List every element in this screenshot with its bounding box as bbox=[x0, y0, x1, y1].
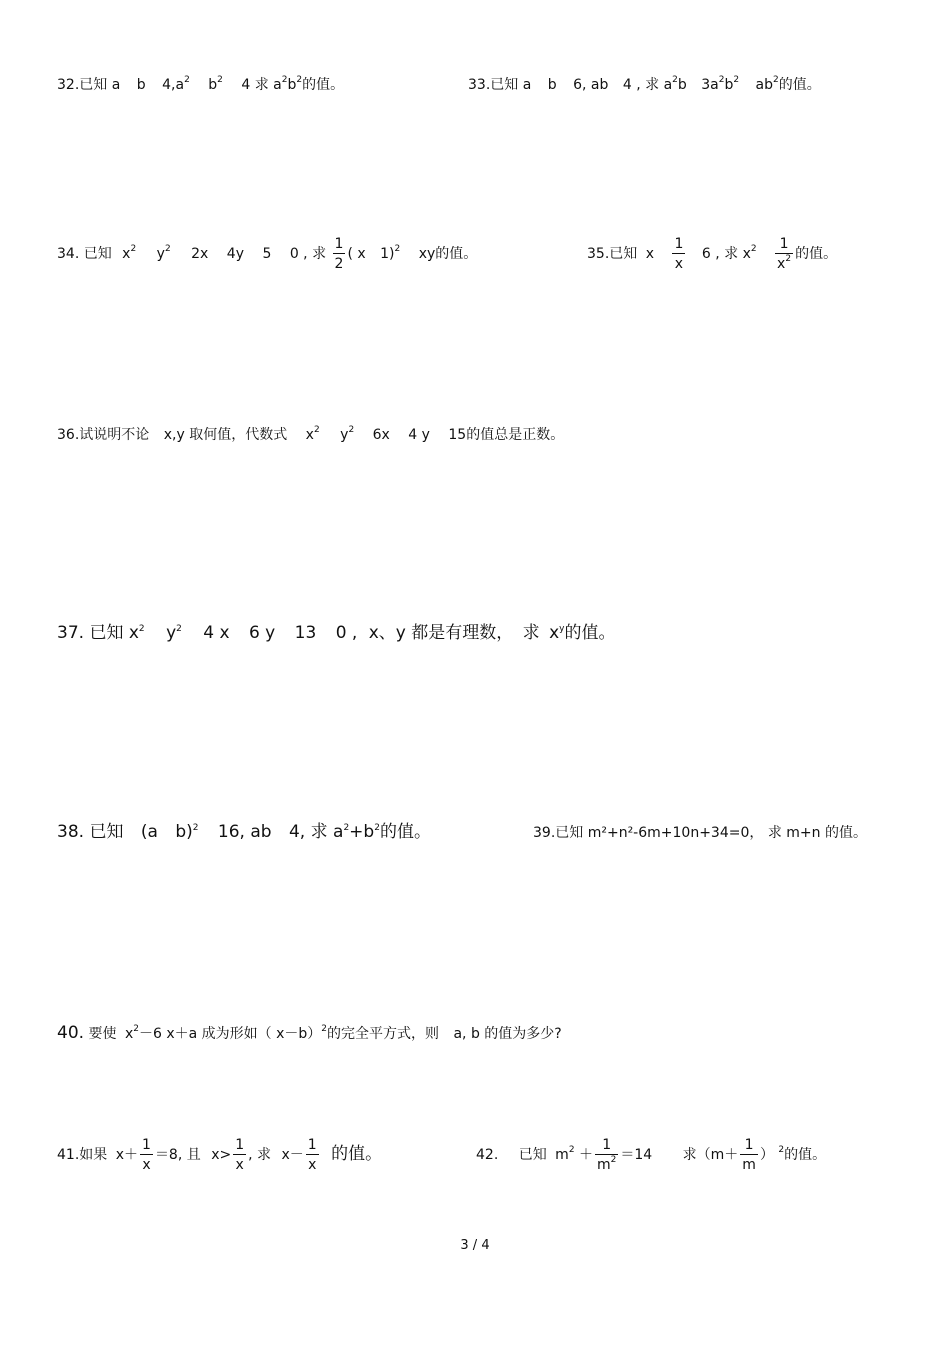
p39-text: 39.已知 m²+n²-6m+10n+34=0， 求 m+n 的值。 bbox=[533, 825, 867, 841]
p42-den2: m bbox=[742, 1157, 756, 1173]
p33-ab: ab bbox=[755, 77, 774, 93]
p33-exp: 2 bbox=[672, 75, 678, 85]
p35-fraction bbox=[672, 237, 685, 271]
p33-b3: b bbox=[724, 77, 734, 93]
p32-a: a bbox=[111, 77, 121, 93]
p41-suffix: 的值。 bbox=[331, 1144, 383, 1164]
p42-num: 1 bbox=[595, 1138, 618, 1155]
p38-a2: a bbox=[333, 822, 344, 842]
p33-exp3: 2 bbox=[733, 75, 740, 85]
p37-exp: 2 bbox=[138, 624, 145, 634]
p38-4: 4, bbox=[288, 822, 306, 842]
p40-yaoshi: 要使 bbox=[88, 1026, 117, 1042]
p42-den: m bbox=[597, 1157, 611, 1173]
p41-qiu: , 求 bbox=[248, 1147, 272, 1163]
p42-fraction bbox=[595, 1138, 618, 1172]
p42-exp: 2 bbox=[568, 1145, 575, 1155]
p42-exp2: 2 bbox=[778, 1145, 785, 1155]
p40-exp2: 2 bbox=[321, 1024, 328, 1034]
problem-35 bbox=[587, 237, 837, 271]
p35-qiu: 求 bbox=[724, 246, 739, 262]
p36-6x: 6x bbox=[372, 427, 390, 443]
p36-x: x bbox=[305, 427, 314, 443]
p40-prefix: 40. bbox=[57, 1023, 85, 1043]
problem-41 bbox=[57, 1138, 382, 1172]
p42-plus: ＋ bbox=[579, 1147, 593, 1163]
p36-mid: 取何值，代数式 bbox=[189, 427, 288, 443]
p34-1: 1) bbox=[380, 246, 395, 262]
p35-x2: x bbox=[742, 246, 751, 262]
p35-6: 6 , bbox=[701, 246, 720, 262]
problem-37 bbox=[57, 625, 615, 642]
p34-exp: 2 bbox=[130, 244, 137, 254]
p42-yizhi: 已知 bbox=[518, 1147, 547, 1163]
p33-suffix: 的值。 bbox=[778, 77, 821, 93]
p35-den: x bbox=[674, 256, 684, 272]
p33-6ab: 6, ab bbox=[573, 77, 609, 93]
p38-16: 16, ab bbox=[217, 822, 272, 842]
p38-qiu: 求 bbox=[310, 822, 328, 842]
p32-exp4: 2 bbox=[296, 75, 303, 85]
p37-6y: 6 y bbox=[248, 623, 276, 643]
p38-exp: 2 bbox=[192, 823, 199, 833]
p35-den2-wrap bbox=[775, 254, 793, 271]
p41-num2: 1 bbox=[235, 1137, 245, 1153]
p34-x: x bbox=[122, 246, 131, 262]
p32-a2: a bbox=[175, 77, 185, 93]
p37-exp-y: y bbox=[559, 624, 565, 634]
p40-exp: 2 bbox=[133, 1024, 139, 1034]
p37-x2: x bbox=[549, 623, 560, 643]
p35-x: x bbox=[645, 246, 655, 262]
p34-num: 1 bbox=[334, 236, 344, 252]
p36-15: 15 bbox=[448, 427, 467, 443]
p36-xy: x,y bbox=[163, 427, 185, 443]
p34-suffix: 的值。 bbox=[435, 246, 478, 262]
p41-fraction2 bbox=[233, 1138, 246, 1172]
p42-num2: 1 bbox=[740, 1138, 758, 1155]
p42-qiu: 求（m＋ bbox=[682, 1147, 739, 1163]
p41-fraction bbox=[140, 1138, 153, 1172]
problem-34 bbox=[57, 237, 477, 271]
problem-40 bbox=[57, 1025, 562, 1042]
p37-qiu: 求 bbox=[522, 623, 540, 643]
p32-suffix: 的值。 bbox=[302, 77, 345, 93]
p33-qiu: 求 bbox=[645, 77, 660, 93]
p41-num: 1 bbox=[142, 1137, 151, 1153]
p32-exp: 2 bbox=[184, 75, 190, 85]
problem-38 bbox=[57, 824, 431, 841]
p34-y: y bbox=[156, 246, 165, 262]
p42-eq14: ＝14 bbox=[620, 1147, 653, 1163]
p37-13: 13 bbox=[294, 623, 317, 643]
p41-xgt: x> bbox=[211, 1147, 232, 1163]
p37-mid: x、y 都是有理数， bbox=[368, 623, 514, 643]
p41-xplus: x＋ bbox=[115, 1147, 139, 1163]
p33-b: b bbox=[547, 77, 557, 93]
problem-32 bbox=[57, 75, 345, 93]
p38-b: b) bbox=[175, 822, 193, 842]
p35-den2: x bbox=[777, 256, 786, 272]
p36-exp2: 2 bbox=[348, 425, 355, 435]
p34-exp2: 2 bbox=[164, 244, 171, 254]
p32-b: b bbox=[136, 77, 146, 93]
p38-a: (a bbox=[140, 822, 158, 842]
page-number: 3 / 4 bbox=[460, 1238, 490, 1253]
p35-fraction2 bbox=[775, 237, 793, 271]
p32-a3: a bbox=[273, 77, 282, 93]
p35-den-exp: 2 bbox=[785, 254, 792, 264]
p40-suffix: a, b 的值为多少? bbox=[453, 1026, 562, 1042]
p33-4: 4 , bbox=[622, 77, 641, 93]
p38-exp3: 2 bbox=[374, 823, 380, 833]
p41-den: x bbox=[142, 1157, 151, 1173]
p42-fraction2 bbox=[740, 1138, 758, 1172]
p32-4b: 4 bbox=[241, 77, 251, 93]
p32-qiu: 求 bbox=[254, 77, 269, 93]
p33-exp2: 2 bbox=[718, 75, 725, 85]
p34-xy: xy bbox=[418, 246, 436, 262]
p36-y: y bbox=[340, 427, 349, 443]
p34-0: 0 , bbox=[289, 246, 308, 262]
p34-den: 2 bbox=[334, 256, 344, 272]
p41-den2: x bbox=[235, 1157, 244, 1173]
p34-exp3: 2 bbox=[394, 244, 401, 254]
p34-paren: ( x bbox=[347, 246, 366, 262]
p36-4y: 4 y bbox=[408, 427, 430, 443]
p40-mid2: 的完全平方式，则 bbox=[327, 1026, 440, 1042]
p33-prefix: 33.已知 bbox=[468, 77, 519, 93]
p42-prefix: 42. bbox=[476, 1147, 499, 1163]
p37-exp2: 2 bbox=[176, 624, 182, 634]
p36-exp: 2 bbox=[313, 425, 320, 435]
p33-3a: 3a bbox=[701, 77, 719, 93]
p42-m: m bbox=[555, 1147, 569, 1163]
p33-a: a bbox=[522, 77, 532, 93]
p32-exp2: 2 bbox=[217, 75, 223, 85]
p42-den-wrap bbox=[595, 1155, 618, 1172]
p41-xminus: x－ bbox=[281, 1147, 304, 1163]
p34-qiu: 求 bbox=[312, 246, 327, 262]
p32-4: 4, bbox=[162, 77, 176, 93]
p32-prefix: 32.已知 bbox=[57, 77, 108, 93]
problem-39 bbox=[533, 826, 867, 840]
p34-4y: 4y bbox=[226, 246, 244, 262]
p35-num2: 1 bbox=[775, 237, 793, 254]
problem-33 bbox=[468, 75, 821, 93]
p38-prefix: 38. 已知 bbox=[57, 822, 124, 842]
p41-eq8: ＝8, 且 bbox=[154, 1147, 201, 1163]
p40-mid: －6 x＋a 成为形如（ x－b） bbox=[138, 1026, 322, 1042]
p41-prefix: 41.如果 bbox=[57, 1147, 108, 1163]
p36-prefix: 36.试说明不论 bbox=[57, 427, 150, 443]
p33-b2: b bbox=[677, 77, 687, 93]
p40-x: x bbox=[124, 1026, 134, 1042]
p33-a2: a bbox=[663, 77, 673, 93]
p32-b2: b bbox=[208, 77, 218, 93]
p34-half-fraction bbox=[333, 237, 346, 271]
p38-suffix: 的值。 bbox=[379, 822, 431, 842]
p36-suffix: 的值总是正数。 bbox=[466, 427, 565, 443]
p41-num3: 1 bbox=[307, 1137, 317, 1153]
p33-exp4: 2 bbox=[773, 75, 779, 85]
p42-suffix: 的值。 bbox=[784, 1147, 827, 1163]
p41-den3: x bbox=[308, 1157, 317, 1173]
p37-4x: 4 x bbox=[203, 623, 230, 643]
p42-den-exp: 2 bbox=[610, 1155, 617, 1165]
p41-fraction3 bbox=[306, 1138, 319, 1172]
p42-close: ） bbox=[759, 1147, 774, 1163]
p37-y: y bbox=[166, 623, 177, 643]
p37-suffix: 的值。 bbox=[564, 623, 616, 643]
p35-num: 1 bbox=[674, 236, 684, 252]
problem-36 bbox=[57, 425, 565, 443]
p32-b3: b bbox=[287, 77, 297, 93]
p35-exp: 2 bbox=[750, 244, 757, 254]
problem-42 bbox=[476, 1138, 826, 1172]
p34-prefix: 34. 已知 bbox=[57, 246, 112, 262]
p37-prefix: 37. 已知 bbox=[57, 623, 124, 643]
p34-5: 5 bbox=[262, 246, 272, 262]
p35-prefix: 35.已知 bbox=[587, 246, 638, 262]
p37-0: 0 , bbox=[335, 623, 358, 643]
p38-b2: +b bbox=[349, 822, 375, 842]
p38-exp2: 2 bbox=[343, 823, 350, 833]
p35-suffix: 的值。 bbox=[795, 246, 838, 262]
p34-2x: 2x bbox=[191, 246, 209, 262]
p32-exp3: 2 bbox=[281, 75, 288, 85]
p37-x: x bbox=[128, 623, 139, 643]
